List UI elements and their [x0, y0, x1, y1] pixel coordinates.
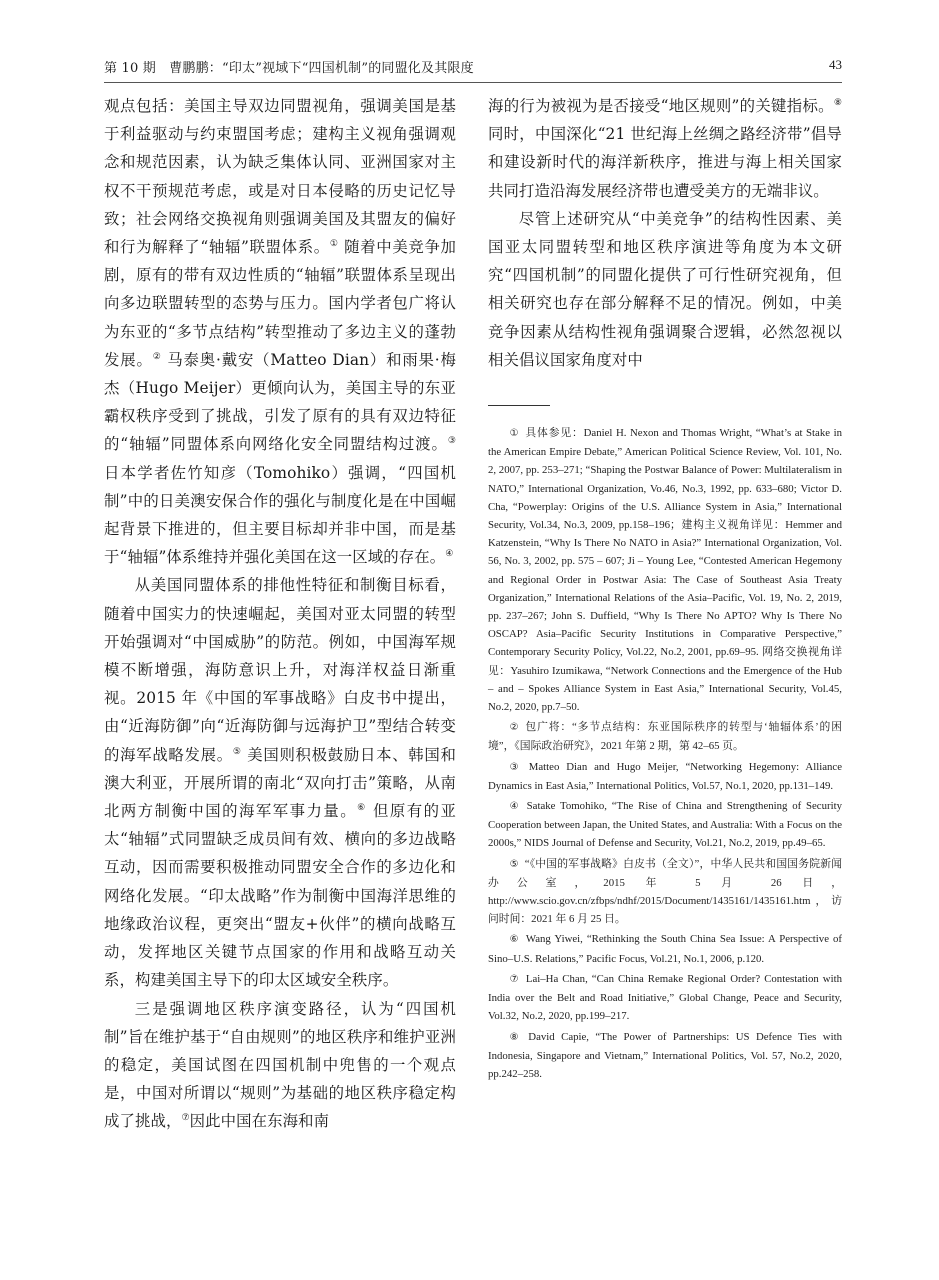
header-divider — [104, 82, 842, 83]
text-run: 日本学者佐竹知彦（Tomohiko）强调，“四国机制”中的日美澳安保合作的强化与制度化是在中国崛起背景下推进的，但主要目标却并非中国，而是基于“轴辐”体系维持并强化美国在这一区域的存在。 — [104, 463, 456, 567]
text-run: 美国则积极鼓励日本、韩国和澳大利亚，开展所谓的南北“双向打击”策略，从南北两方制衡中国的海军军事力量。 — [104, 745, 456, 821]
right-column — [488, 92, 842, 374]
footnote-item — [488, 970, 842, 1026]
journal-issue-and-article-title: 第 10 期 曹鹏鹏：“印太”视域下“四国机制”的同盟化及其限度 — [104, 61, 474, 76]
text-run: 观点包括：美国主导双边同盟视角，强调美国是基于利益驱动与约束盟国考虑；建构主义视角强调观念和规范因素，认为缺乏集体认同、亚洲国家对主权不干预规范考虑，或是对日本侵略的历史记忆导致；社会网络交换视角则强调美国及其盟友的偏好和行为解释了“轴辐”联盟体系。 — [104, 97, 456, 257]
footnote-text: “《中国的军事战略》白皮书（全文）”，中华人民共和国国务院新闻办公室，2015 年 5 月 26 日，http://www.scio.gov.cn/zfbps/ndhf/2015/Document/1435161/1435161.htm，访问时间：2021 年 6 月 25 日。 — [488, 857, 842, 926]
footnote-item — [488, 758, 842, 795]
footnote-ref[interactable]: ⑤ — [232, 746, 242, 757]
running-header — [104, 55, 842, 81]
text-run: 从美国同盟体系的排他性特征和制衡目标看，随着中国实力的快速崛起，美国对亚太同盟的转型开始强调对“中国威胁”的防范。例如，中国海军规模不断增强，海防意识上升，对海洋权益日渐重视。2015 年《中国的军事战略》白皮书中提出，由“近海防御”向“近海防御与远海护卫”型结合转变的海军战略发展。 — [104, 576, 456, 764]
page-number: 43 — [829, 57, 842, 72]
footnotes — [488, 424, 842, 1085]
footnote-ref[interactable]: ⑥ — [357, 803, 367, 814]
footnote-number: ⑧ — [509, 1031, 523, 1043]
paragraph — [104, 995, 456, 1136]
text-run: 随着中美竞争加剧，原有的带有双边性质的“轴辐”联盟体系呈现出向多边联盟转型的态势与压力。国内学者包广将认为东亚的“多节点结构”转型推动了多边主义的蓬勃发展。 — [104, 238, 456, 369]
text-run: 马泰奥·戴安（Matteo Dian）和雨果·梅杰（Hugo Meijer）更倾向认为，美国主导的东亚霸权秩序受到了挑战，引发了原有的具有双边特征的“轴辐”同盟体系向网络化安全同盟结构过渡。 — [104, 350, 456, 454]
text-run: 尽管上述研究从“中美竞争”的结构性因素、美国亚太同盟转型和地区秩序演进等角度为本文研究“四国机制”的同盟化提供了可行性研究视角，但相关研究也存在部分解释不足的情况。例如，中美竞争因素从结构性视角强调聚合逻辑，必然忽视以相关倡议国家角度对中 — [488, 209, 842, 369]
footnote-ref[interactable]: ⑧ — [833, 98, 842, 108]
footnote-item — [488, 855, 842, 929]
footnote-number: ② — [509, 722, 520, 734]
footnote-text: Matteo Dian and Hugo Meijer, “Networking Hegemony: Alliance Dynamics in East Asia,” International Politics, Vol.57, No.1, 2020, pp.131–149. — [488, 760, 842, 792]
footnote-ref[interactable]: ③ — [447, 436, 456, 447]
footnote-item — [488, 1028, 842, 1084]
footnote-number: ⑤ — [509, 858, 519, 870]
footnote-item — [488, 718, 842, 755]
footnote-text: 具体参见：Daniel H. Nexon and Thomas Wright, “What’s at Stake in the American Empire Debate,” American Political Science Review, Vol. 101, No. 2, 2007, pp. 253–271; “Shaping the Postwar Balance of Power: Multilateralism in NATO,” International Organization, Vo.46, No.3, 1992, pp. 633–680; Victor D. Cha, “Powerplay: Origins of the U.S. Alliance System in Asia,” International Security, Vol.34, No.3, 2009, pp.158–196；建构主义视角详见：Hemmer and Katzenstein, “Why Is There No NATO in Asia?” International Organization, Vol. 56, No. 3, 2002, pp. 575 – 607; Ji – Young Lee, “Contested American Hegemony and Regional Order in Postwar Asia: The Case of Southeast Asia Treaty Organization,” International Relations of the Asia–Pacific, Vol. 19, No. 2, 2019, pp. 237–267; John S. Duffield, “Why Is There No APTO? Why Is There No OSCAP? Asia–Pacific Security Institutions in Comparative Perspective,” Contemporary Security Policy, Vol.22, No.2, 2001, pp.69–95. 网络交换视角详见：Yasuhiro Izumikawa, “Network Connections and the Emergence of the Hub – and – Spokes Alliance System in East Asia,” International Security, Vol.45, No.2, 2020, pp.7–50. — [488, 427, 842, 714]
paragraph — [488, 205, 842, 374]
paragraph — [104, 571, 456, 994]
paragraph — [488, 92, 842, 205]
footnote-number: ③ — [509, 761, 523, 773]
footnote-text: 包广将：“多节点结构：东亚国际秩序的转型与‘轴辐体系’的困境”，《国际政治研究》，2021 年第 2 期，第 42–65 页。 — [488, 721, 843, 753]
footnote-number: ⑥ — [509, 934, 520, 946]
text-run: 海的行为被视为是否接受“地区规则”的关键指标。 — [488, 97, 834, 115]
footnote-text: Wang Yiwei, “Rethinking the South China Sea Issue: A Perspective of Sino–U.S. Relations,” Pacific Focus, Vol.21, No.1, 2006, p.120. — [488, 933, 842, 965]
paragraph — [104, 92, 456, 571]
left-column — [104, 92, 456, 1136]
footnote-ref[interactable]: ⑦ — [181, 1113, 190, 1124]
footnote-ref[interactable]: ④ — [445, 549, 454, 560]
footnote-number: ① — [509, 428, 520, 439]
footnote-item — [488, 797, 842, 853]
text-run: 但原有的亚太“轴辐”式同盟缺乏成员间有效、横向的多边战略互动，因而需要积极推动同盟安全合作的多边化和网络化发展。“印太战略”作为制衡中国海洋思维的地缘政治议程，更突出“盟友+伙伴”的横向战略互动，发挥地区关键节点国家的作用和战略互动关系，构建美国主导下的印太区域安全秩序。 — [104, 802, 456, 990]
footnote-item — [488, 424, 842, 716]
footnote-ref[interactable]: ② — [152, 351, 162, 362]
footnote-text: Lai–Ha Chan, “Can China Remake Regional Order? Contestation with India over the Belt and Road Initiative,” Global Change, Peace and Security, Vol.32, No.2, 2020, pp.199–217. — [488, 972, 842, 1023]
footnote-number: ⑦ — [509, 973, 520, 985]
text-run: 因此中国在东海和南 — [189, 1112, 330, 1131]
footnote-text: Satake Tomohiko, “The Rise of China and Strengthening of Security Cooperation between Japan, the United States, and Australia: With a Focus on the 2000s,” NIDS Journal of Defense and Security, Vol.21, No.2, 2019, pp.49–65. — [488, 800, 842, 850]
text-run: 三是强调地区秩序演变路径，认为“四国机制”旨在维护基于“自由规则”的地区秩序和维护亚洲的稳定，美国试图在四国机制中兜售的一个观点是，中国对所谓以“规则”为基础的地区秩序稳定构成了挑战， — [104, 999, 456, 1131]
footnote-text: David Capie, “The Power of Partnerships: US Defence Ties with Indonesia, Singapore and Vietnam,” International Politics, Vol. 57, No.2, 2020, pp.242–258. — [488, 1030, 842, 1080]
footnote-number: ④ — [509, 801, 521, 813]
footnote-ref[interactable]: ① — [329, 239, 339, 250]
footnote-separator — [488, 405, 550, 406]
footnote-item — [488, 930, 842, 967]
text-run: 同时，中国深化“21 世纪海上丝绸之路经济带”倡导和建设新时代的海洋新秩序，推进与海上相关国家共同打造沿海发展经济带也遭受美方的无端非议。 — [488, 125, 842, 200]
